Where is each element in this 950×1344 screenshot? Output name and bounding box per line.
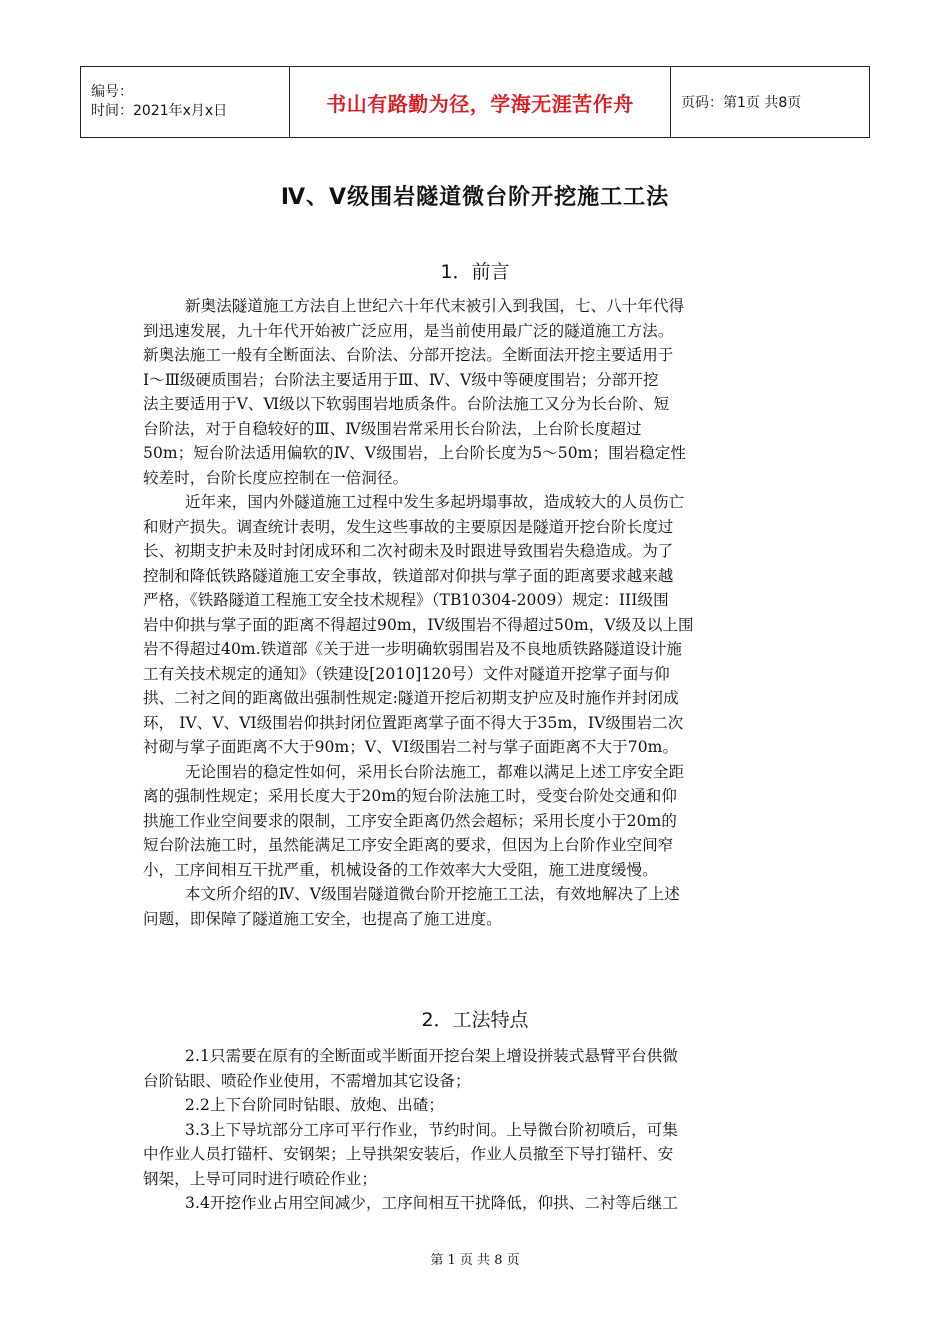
page-footer: 第 1 页 共 8 页 <box>430 1253 520 1268</box>
header-motto-cell <box>290 67 671 138</box>
text-line: 2.2上下台阶同时钻眼、放炮、出碴； <box>185 1096 444 1114</box>
header-meta-cell <box>81 67 290 138</box>
text-line: 拱施工作业空间要求的限制，工序安全距离仍然会超标；采用长度小于20m的 <box>143 811 677 830</box>
document-number-label: 编号： <box>91 84 133 100</box>
section-body-features <box>143 1044 803 1216</box>
header-page-info: 页码：第1页 共8页 <box>671 67 870 138</box>
text-line: 严格，《铁路隧道工程施工安全技术规程》（TB10304-2009）规定：III级围 <box>143 591 669 609</box>
text-line: 50m；短台阶法适用偏软的Ⅳ、Ⅴ级围岩，上台阶长度为5～50m；围岩稳定性 <box>143 444 687 462</box>
text-line: 小，工序间相互干扰严重，机械设备的工作效率大大受阻，施工进度缓慢。 <box>143 860 658 879</box>
text-line: 新奥法施工一般有全断面法、台阶法、分部开挖法。全断面法开挖主要适用于 <box>143 346 674 364</box>
text-line: 近年来，国内外隧道施工过程中发生多起坍塌事故，造成较大的人员伤亡 <box>185 493 685 511</box>
text-line: 和财产损失。调查统计表明，发生这些事故的主要原因是隧道开挖台阶长度过 <box>143 517 674 536</box>
text-line: 无论围岩的稳定性如何，采用长台阶法施工，都难以满足上述工序安全距 <box>185 762 685 781</box>
text-line: 工有关技术规定的通知》（铁建设[2010]120号）文件对隧道开挖掌子面与仰 <box>143 664 670 683</box>
text-line: 问题，即保障了隧道施工安全，也提高了施工进度。 <box>143 909 502 928</box>
text-line: 法主要适用于Ⅴ、Ⅵ级以下软弱围岩地质条件。台阶法施工又分为长台阶、短 <box>143 395 670 413</box>
text-line: 3.3上下导坑部分工序可平行作业，节约时间。上导微台阶初喷后，可集 <box>185 1120 678 1139</box>
text-line: 岩中仰拱与掌子面的距离不得超过90m，IV级围岩不得超过50m，V级及以上围 <box>143 615 694 634</box>
text-line: 到迅速发展，九十年代开始被广泛应用，是当前使用最广泛的隧道施工方法。 <box>143 321 674 340</box>
text-line: 衬砌与掌子面距离不大于90m；V、VI级围岩二衬与掌子面距离不大于70m。 <box>143 738 679 756</box>
text-line: 台阶法，对于自稳较好的Ⅲ、Ⅳ级围岩常采用长台阶法，上台阶长度超过 <box>143 419 642 438</box>
text-line: 新奥法隧道施工方法自上世纪六十年代末被引入到我国，七、八十年代得 <box>185 297 685 315</box>
text-line: 本文所介绍的Ⅳ、Ⅴ级围岩隧道微台阶开挖施工工法，有效地解决了上述 <box>185 885 680 903</box>
text-line: 岩不得超过40m.铁道部《关于进一步明确软弱围岩及不良地质铁路隧道设计施 <box>143 640 682 658</box>
document-time-label: 时间：2021年x月x日 <box>91 103 228 119</box>
text-line: 中作业人员打锚杆、安钢架；上导拱架安装后，作业人员撤至下导打锚杆、安 <box>143 1145 674 1163</box>
text-line: 环， IV、V、VI级围岩仰拱封闭位置距离掌子面不得大于35m，IV级围岩二次 <box>143 713 684 732</box>
text-line: 钢架，上导可同时进行喷砼作业； <box>143 1169 378 1188</box>
text-line: 短台阶法施工时，虽然能满足工序安全距离的要求，但因为上台阶作业空间窄 <box>143 836 674 854</box>
text-line: 长、初期支护未及时封闭成环和二次衬砌未及时跟进导致围岩失稳造成。为了 <box>143 542 674 560</box>
section-heading-preface: 1．前言 <box>440 261 510 283</box>
text-line: 台阶钻眼、喷砼作业使用，不需增加其它设备； <box>143 1071 471 1090</box>
header-motto: 书山有路勤为径，学海无涯苦作舟 <box>326 91 634 116</box>
text-line: 控制和降低铁路隧道施工安全事故，铁道部对仰拱与掌子面的距离要求越来越 <box>143 566 674 585</box>
text-line: 3.4开挖作业占用空间减少，工序间相互干扰降低，仰拱、二衬等后继工 <box>185 1194 678 1212</box>
section-heading-features: 2．工法特点 <box>421 1009 529 1031</box>
document-header <box>80 66 870 138</box>
text-line: 较差时，台阶长度应控制在一倍洞径。 <box>143 468 409 487</box>
text-line: 拱、二衬之间的距离做出强制性规定:隧道开挖后初期支护应及时施作并封闭成 <box>143 689 679 707</box>
document-title: Ⅳ、Ⅴ级围岩隧道微台阶开挖施工工法 <box>280 185 670 210</box>
text-line: 2.1只需要在原有的全断面或半断面开挖台架上增设拼装式悬臂平台供微 <box>185 1047 678 1065</box>
text-line: Ⅰ～Ⅲ级硬质围岩；台阶法主要适用于Ⅲ、Ⅳ、Ⅴ级中等硬度围岩；分部开挖 <box>143 370 659 389</box>
section-body-preface <box>143 294 803 931</box>
text-line: 离的强制性规定；采用长度大于20m的短台阶法施工时，受变台阶处交通和仰 <box>143 787 677 805</box>
